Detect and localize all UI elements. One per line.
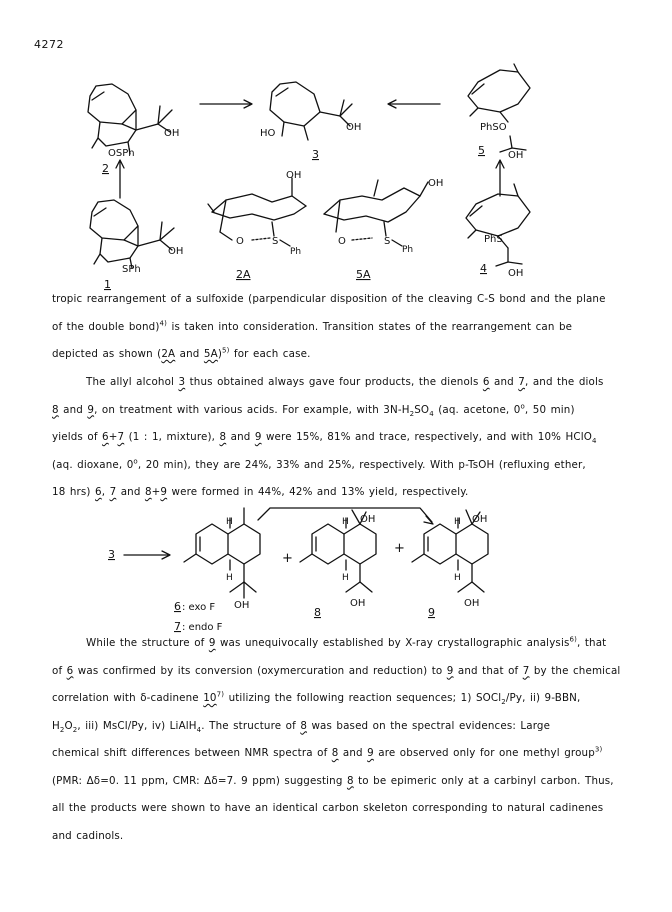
o-label: O: [236, 236, 244, 247]
text-line: 8 and 9, on treatment with various acids. For example, with $3N-H_2SO_4$ (aq. acetone, 0$^o$, 50 min): [52, 402, 575, 418]
oh-label: OH: [508, 268, 524, 279]
compound-label-3: 3: [108, 548, 115, 561]
compound-label-5A: 5A: [356, 268, 371, 281]
compound-label-9: 9: [428, 606, 435, 619]
oh-label: OH: [164, 128, 180, 139]
compound-label-5: 5: [478, 144, 485, 157]
text-line: tropic rearrangement of a sulfoxide (parpendicular disposition of the cleaving C-S bond and the plane: [52, 293, 606, 305]
structure-3: [270, 82, 352, 140]
compound-label-7: 7: [174, 620, 181, 633]
oh-label: OH: [346, 122, 362, 133]
phso-label: PhSO: [480, 122, 507, 133]
s-label: S: [272, 236, 279, 247]
text-line: all the products were shown to have an identical carbon skeleton corresponding to natural cadinenes: [52, 802, 604, 814]
endo-f-label: : endo F: [182, 622, 223, 633]
text-line: yields of 6+7 (1 : 1, mixture), 8 and 9 were 15%, 81% and trace, respectively, and with 10% HClO$_4$: [52, 431, 597, 446]
oh-label: OH: [350, 598, 366, 609]
oh-label: OH: [464, 598, 480, 609]
paragraph-2: [52, 369, 642, 507]
oh-label: OH: [508, 150, 524, 161]
h-label: H: [342, 573, 349, 583]
structure-6: [184, 508, 260, 598]
oh-label: OH: [360, 514, 376, 525]
phs-label: PhS: [484, 234, 503, 245]
ho-label: HO: [260, 128, 276, 139]
ph-label: Ph: [290, 247, 302, 257]
compound-label-2: 2: [102, 162, 109, 175]
compound-label-6: 6: [174, 600, 181, 613]
text-line: (aq. dioxane, 0$^o$, 20 min), they are 24%, 33% and 25%, respectively. With p-TsOH (refluxing ether,: [52, 457, 586, 471]
h-label: H: [342, 517, 349, 527]
plus-sign: +: [394, 541, 405, 556]
ph-label: Ph: [402, 245, 414, 255]
compound-label-3: 3: [312, 148, 319, 161]
structure-5: [468, 64, 530, 152]
oh-label: OH: [168, 246, 184, 257]
structure-1: [90, 200, 174, 268]
text-line: and cadinols.: [52, 829, 124, 842]
s-label: S: [384, 236, 391, 247]
structure-2: [88, 84, 172, 154]
compound-label-8: 8: [314, 606, 321, 619]
plus-sign: +: [282, 551, 293, 566]
exo-f-label: : exo F: [182, 602, 216, 613]
h-label: H: [454, 573, 461, 583]
text-line: The allyl alcohol 3 thus obtained always gave four products, the dienols 6 and 7, and the diols: [86, 376, 604, 388]
text-line: depicted as shown (2A and 5A)$^{5)}$ for each case.: [52, 346, 311, 360]
text-line: of 6 was confirmed by its conversion (oxymercuration and reduction) to 9 and that of 7 by the chemical: [52, 664, 621, 677]
text-line: chemical shift differences between NMR spectra of 8 and 9 are observed only for one methyl group$^{3)}$: [52, 745, 603, 759]
text-line: of the double bond)$^{4)}$ is taken into consideration. Transition states of the rearrangement can be: [52, 319, 573, 333]
compound-label-2A: 2A: [236, 268, 251, 281]
sph-label: SPh: [122, 264, 141, 275]
page-number: 4272: [34, 38, 64, 51]
oh-label: OH: [286, 170, 302, 181]
osph-label: OSPh: [108, 148, 135, 159]
paragraph-1: [52, 286, 642, 369]
o-label: O: [338, 236, 346, 247]
text-line: correlation with δ-cadinene 10$^{7)}$ utilizing the following reaction sequences; 1) SOCl$_2$/Py, ii) 9-BBN,: [52, 690, 581, 707]
oh-label: OH: [234, 600, 250, 611]
oh-label: OH: [428, 178, 444, 189]
structure-2A: [208, 178, 306, 246]
paragraph-3: [52, 630, 642, 850]
compound-label-4: 4: [480, 262, 487, 275]
text-line: 18 hrs) 6, 7 and 8+9 were formed in 44%, 42% and 13% yield, respectively.: [52, 486, 469, 498]
text-line: $H_2O_2$, iii) MsCl/Py, iv) LiAlH$_4$. The structure of 8 was based on the spectral evidences: Large: [52, 719, 551, 734]
h-label: H: [454, 517, 461, 527]
text-line: While the structure of 9 was unequivocally established by X-ray crystallographic analysis$^{6)}$, that: [86, 635, 607, 649]
oh-label: OH: [472, 514, 488, 525]
structure-4: [466, 184, 530, 266]
h-label: H: [226, 517, 233, 527]
h-label: H: [226, 573, 233, 583]
text-line: (PMR: Δδ=0. 11 ppm, CMR: Δδ=7. 9 ppm) suggesting 8 to be epimeric only at a carbinyl carbon. Thus,: [52, 774, 614, 787]
compound-label-1: 1: [104, 278, 111, 291]
